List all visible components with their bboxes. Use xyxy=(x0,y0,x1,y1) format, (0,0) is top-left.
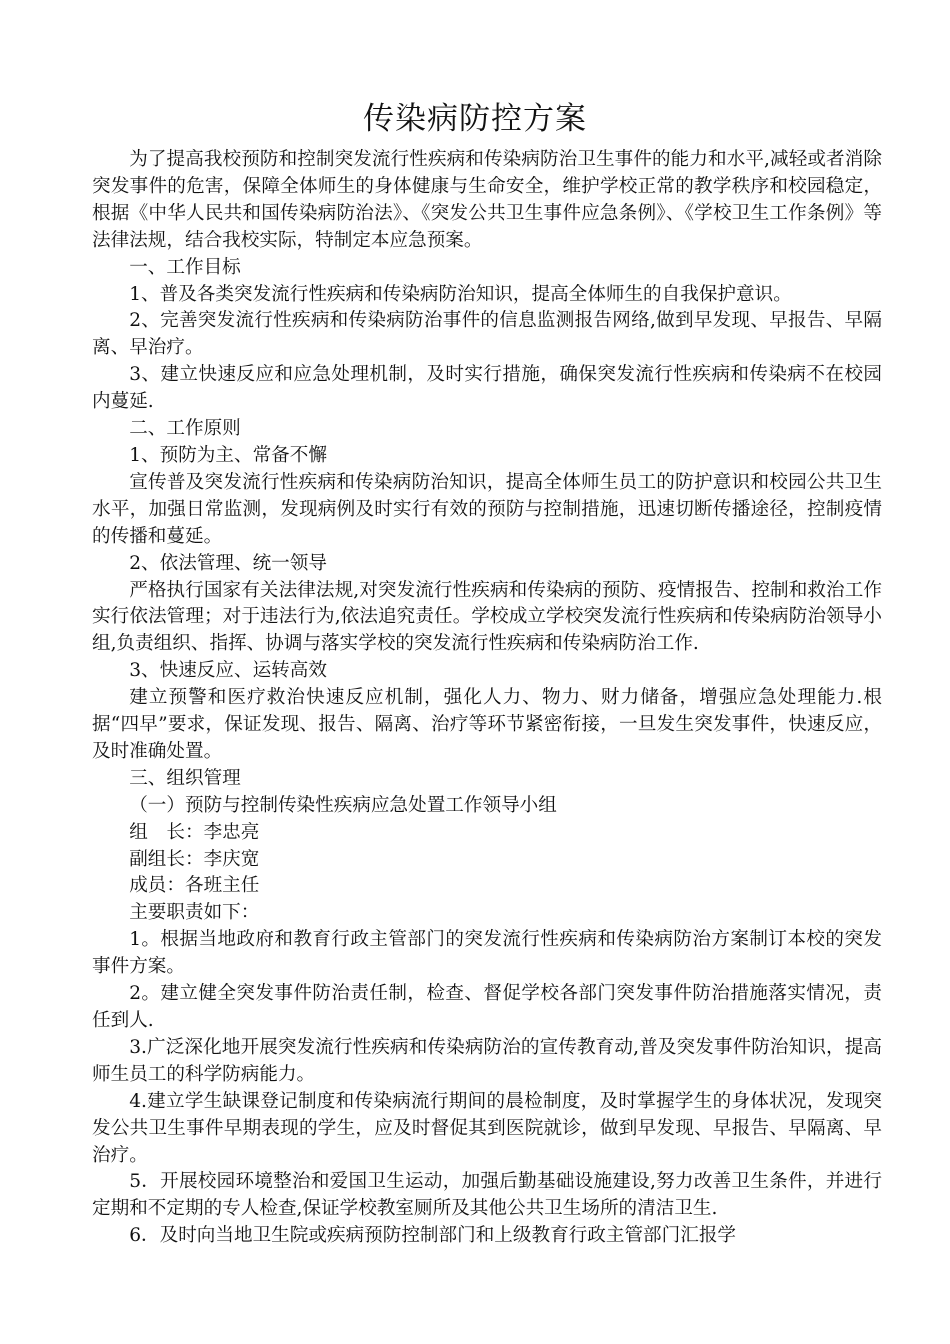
subheading-principle-1: 1、预防为主、常备不懈 xyxy=(129,444,327,466)
paragraph-goal-2: 2、完善突发流行性疾病和传染病防治事件的信息监测报告网络,做到早发现、早报告、早隔离、早治疗。 xyxy=(92,310,882,359)
paragraph-intro: 为了提高我校预防和控制突发流行性疾病和传染病防治卫生事件的能力和水平,减轻或者消除突发事件的危害，保障全体师生的身体健康与生命安全，维护学校正常的教学秩序和校园稳定，根据《中华人民共和国传染病防治法》、《突发公共卫生事件应急条例》、《学校卫生工作条例》等法律法规，结合我校实际，特制定本应急预案。 xyxy=(92,149,882,251)
paragraph-principle-1: 宣传普及突发流行性疾病和传染病防治知识，提高全体师生员工的防护意识和校园公共卫生水平，加强日常监测，发现病例及时实行有效的预防与控制措施，迅速切断传播途径，控制疫情的传播和蔓延。 xyxy=(92,471,882,547)
paragraph-duty-1: 1。根据当地政府和教育行政主管部门的突发流行性疾病和传染病防治方案制订本校的突发事件方案。 xyxy=(92,929,882,978)
document-title: 传染病防控方案 xyxy=(363,100,587,137)
paragraph-duty-6: 6．及时向当地卫生院或疾病预防控制部门和上级教育行政主管部门汇报学 xyxy=(129,1225,737,1247)
paragraph-duty-2: 2。建立健全突发事件防治责任制，检查、督促学校各部门突发事件防治措施落实情况，责任到人. xyxy=(92,983,882,1031)
paragraph-duty-4: 4.建立学生缺课登记制度和传染病流行期间的晨检制度，及时掌握学生的身体状况，发现突发公共卫生事件早期表现的学生，应及时督促其到医院就诊，做到早发现、早报告、早隔离、早治疗。 xyxy=(92,1090,882,1166)
subheading-principle-3: 3、快速反应、运转高效 xyxy=(129,660,327,682)
document-body xyxy=(92,147,882,1250)
deputy-leader-line: 副组长：李庆宽 xyxy=(129,848,260,870)
duties-heading: 主要职责如下： xyxy=(129,902,260,924)
group-leader-line: 组 长：李忠亮 xyxy=(129,821,260,843)
section-heading-work-principles: 二、工作原则 xyxy=(129,418,241,440)
subheading-principle-2: 2、依法管理、统一领导 xyxy=(129,552,327,574)
paragraph-goal-1: 1、普及各类突发流行性疾病和传染病防治知识，提高全体师生的自我保护意识。 xyxy=(129,283,792,305)
section-heading-organization: 三、组织管理 xyxy=(129,767,241,789)
paragraph-duty-3: 3.广泛深化地开展突发流行性疾病和传染病防治的宣传教育动,普及突发事件防治知识，提高师生员工的科学防病能力。 xyxy=(92,1036,882,1085)
paragraph-principle-3: 建立预警和医疗救治快速反应机制，强化人力、物力、财力储备，增强应急处理能力.根据“四早”要求，保证发现、报告、隔离、治疗等环节紧密衔接，一旦发生突发事件，快速反应，及时准确处置。 xyxy=(92,687,882,762)
section-heading-work-goals: 一、工作目标 xyxy=(129,256,241,278)
paragraph-duty-5: 5．开展校园环境整治和爱国卫生运动，加强后勤基础设施建设,努力改善卫生条件，并进行定期和不定期的专人检查,保证学校教室厕所及其他公共卫生场所的清洁卫生. xyxy=(92,1171,882,1220)
paragraph-principle-2: 严格执行国家有关法律法规,对突发流行性疾病和传染病的预防、疫情报告、控制和救治工作实行依法管理；对于违法行为,依法追究责任。学校成立学校突发流行性疾病和传染病防治领导小组,负责组织、指挥、协调与落实学校的突发流行性疾病和传染病防治工作. xyxy=(92,579,882,655)
paragraph-goal-3: 3、建立快速反应和应急处理机制，及时实行措施，确保突发流行性疾病和传染病不在校园内蔓延. xyxy=(92,364,882,413)
subheading-leadership-group: （一）预防与控制传染性疾病应急处置工作领导小组 xyxy=(129,794,557,816)
members-line: 成员：各班主任 xyxy=(129,875,260,897)
